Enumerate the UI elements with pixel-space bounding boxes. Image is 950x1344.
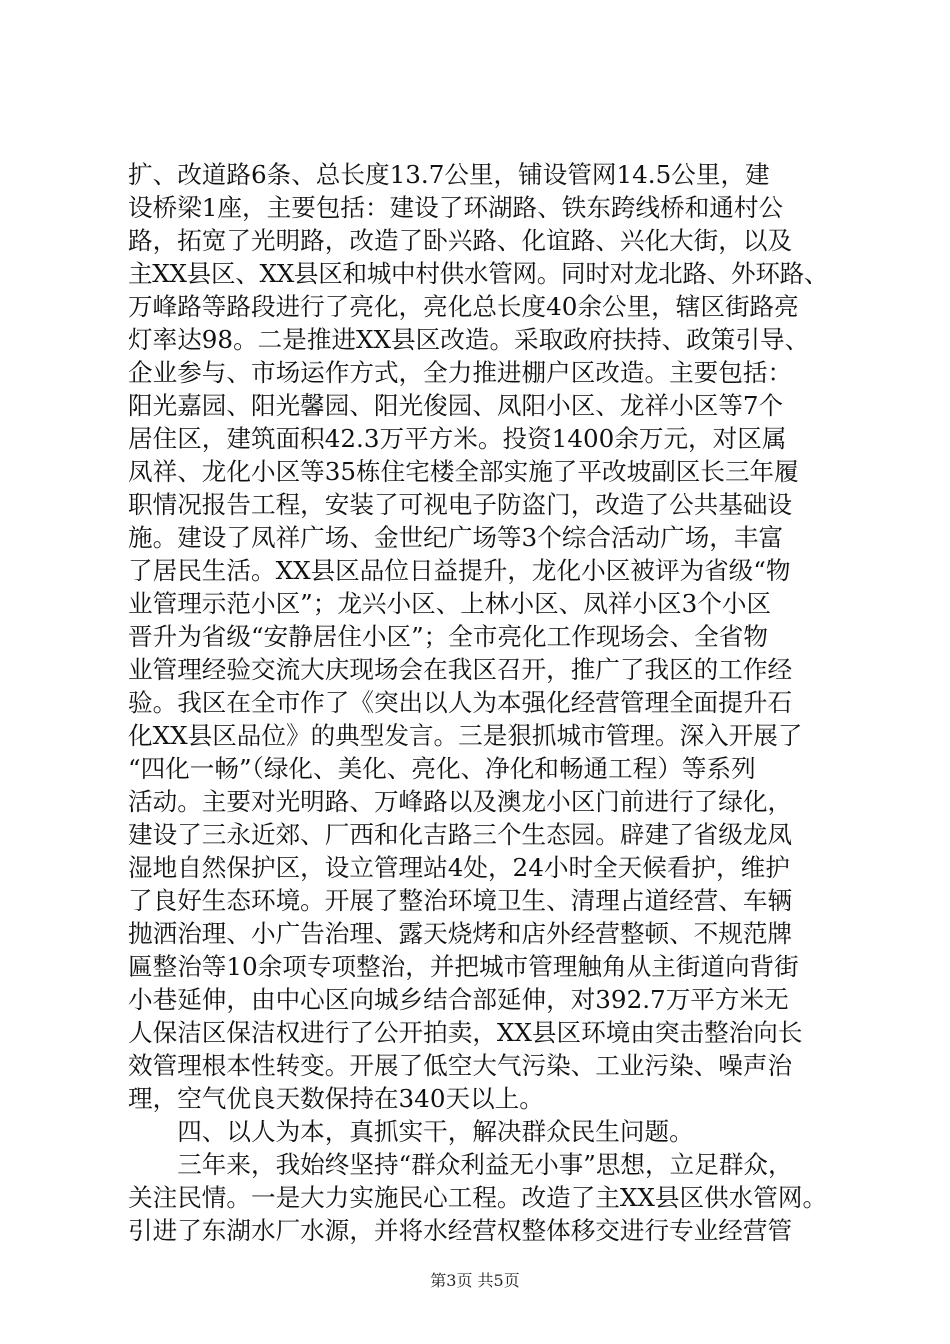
text-line: 居住区，建筑面积42.3万平方米。投资1400余万元，对区属	[128, 424, 787, 453]
text-line: 业管理经验交流大庆现场会在我区召开，推广了我区的工作经	[128, 655, 793, 684]
text-line: 万峰路等路段进行了亮化，亮化总长度40余公里，辖区街路亮	[128, 292, 799, 321]
text-line: 职情况报告工程，安装了可视电子防盗门，改造了公共基础设	[128, 490, 793, 519]
text-line: 四、以人为本，真抓实干，解决群众民生问题。	[128, 1117, 694, 1146]
text-line: 化XX县区品位》的典型发言。三是狠抓城市管理。深入开展了	[128, 721, 803, 750]
page-footer: 第3页 共5页	[430, 1271, 520, 1290]
text-line: 企业参与、市场运作方式，全力推进棚户区改造。主要包括：	[128, 358, 793, 387]
text-line: 施。建设了凤祥广场、金世纪广场等3个综合活动广场，丰富	[128, 523, 784, 552]
text-line: 业管理示范小区”；龙兴小区、上林小区、凤祥小区3个小区	[128, 589, 772, 618]
text-line: 三年来，我始终坚持“群众利益无小事”思想，立足群众，	[128, 1150, 793, 1179]
text-line: 理，空气优良天数保持在340天以上。	[128, 1084, 544, 1113]
text-line: 验。我区在全市作了《突出以人为本强化经营管理全面提升石	[128, 688, 793, 717]
text-line: 主XX县区、XX县区和城中村供水管网。同时对龙北路、外环路、	[128, 259, 828, 288]
text-line: 引进了东湖水厂水源，并将水经营权整体移交进行专业经营管	[128, 1216, 793, 1245]
text-line: 灯率达98。二是推进XX县区改造。采取政府扶持、政策引导、	[128, 325, 810, 354]
text-line: 人保洁区保洁权进行了公开拍卖，XX县区环境由突击整治向长	[128, 1018, 803, 1047]
text-line: 建设了三永近郊、厂西和化吉路三个生态园。辟建了省级龙凤	[128, 820, 793, 849]
text-line: 阳光嘉园、阳光馨园、阳光俊园、凤阳小区、龙祥小区等7个	[128, 391, 784, 420]
text-line: 了居民生活。XX县区品位日益提升，龙化小区被评为省级“物	[128, 556, 791, 585]
text-line: 抛洒治理、小广告治理、露天烧烤和店外经营整顿、不规范牌	[128, 919, 793, 948]
text-line: 了良好生态环境。开展了整治环境卫生、清理占道经营、车辆	[128, 886, 793, 915]
text-line: 小巷延伸，由中心区向城乡结合部延伸，对392.7万平方米无	[128, 985, 789, 1014]
text-line: 晋升为省级“安静居住小区”；全市亮化工作现场会、全省物	[128, 622, 768, 651]
text-line: “四化一畅”（绿化、美化、亮化、净化和畅通工程）等系列	[128, 754, 756, 783]
text-line: 效管理根本性转变。开展了低空大气污染、工业污染、噪声治	[128, 1051, 793, 1080]
text-line: 路，拓宽了光明路，改造了卧兴路、化谊路、兴化大街，以及	[128, 226, 793, 255]
text-line: 活动。主要对光明路、万峰路以及澳龙小区门前进行了绿化，	[128, 787, 793, 816]
text-line: 匾整治等10余项专项整治，并把城市管理触角从主街道向背街	[128, 952, 799, 981]
text-line: 湿地自然保护区，设立管理站4处，24小时全天候看护，维护	[128, 853, 790, 882]
text-line: 凤祥、龙化小区等35栋住宅楼全部实施了平改坡副区长三年履	[128, 457, 799, 486]
text-line: 扩、改道路6条、总长度13.7公里，铺设管网14.5公里，建	[128, 160, 770, 189]
text-line: 关注民情。一是大力实施民心工程。改造了主XX县区供水管网。	[128, 1183, 828, 1212]
body-text	[128, 158, 828, 1247]
text-line: 设桥梁1座，主要包括：建设了环湖路、铁东跨线桥和通村公	[128, 193, 784, 222]
